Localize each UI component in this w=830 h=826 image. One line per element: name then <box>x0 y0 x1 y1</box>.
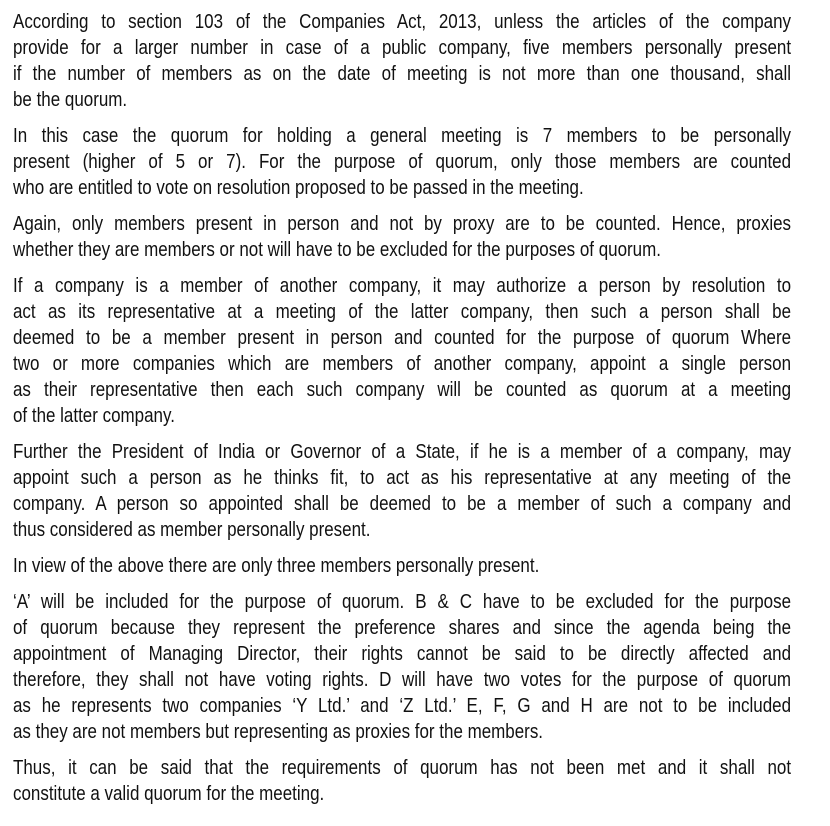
paragraph-proxies <box>13 211 791 263</box>
text-line: Thus, it can be said that the requirements of quorum has not been met and it shall not <box>13 756 792 779</box>
text-line: act as its representative at a meeting of the latter company, then such a person shall be <box>13 300 792 323</box>
text-line: thus considered as member personally present. <box>13 518 371 541</box>
text-line: present (higher of 5 or 7). For the purpose of quorum, only those members are counted <box>13 150 792 173</box>
text-line: therefore, they shall not have voting rights. D will have two votes for the purpose of quorum <box>13 668 792 691</box>
text-line: provide for a larger number in case of a public company, five members personally present <box>13 36 792 59</box>
text-line: of quorum because they represent the preference shares and since the agenda being the <box>13 616 792 639</box>
text-line: According to section 103 of the Companies Act, 2013, unless the articles of the company <box>13 10 792 33</box>
text-line: Again, only members present in person and not by proxy are to be counted. Hence, proxies <box>13 212 792 235</box>
paragraph-president-governor <box>13 439 791 543</box>
text-line: In view of the above there are only three members personally present. <box>13 554 540 577</box>
paragraph-section-103 <box>13 9 791 113</box>
text-line: Further the President of India or Governor of a State, if he is a member of a company, may <box>13 440 792 463</box>
text-line: If a company is a member of another company, it may authorize a person by resolution to <box>13 274 792 297</box>
text-line: appoint such a person as he thinks fit, to act as his representative at any meeting of the <box>13 466 792 489</box>
text-line: as he represents two companies ‘Y Ltd.’ and ‘Z Ltd.’ E, F, G and H are not to be included <box>13 694 792 717</box>
text-line: if the number of members as on the date of meeting is not more than one thousand, shall <box>13 62 792 85</box>
text-line: of the latter company. <box>13 404 175 427</box>
text-line: company. A person so appointed shall be deemed to be a member of such a company and <box>13 492 792 515</box>
text-line: two or more companies which are members of another company, appoint a single person <box>13 352 792 375</box>
text-line: constitute a valid quorum for the meeting. <box>13 782 325 805</box>
text-line: whether they are members or not will have to be excluded for the purposes of quorum. <box>13 238 661 261</box>
text-line: as their representative then each such company will be counted as quorum at a meeting <box>13 378 792 401</box>
text-line: be the quorum. <box>13 88 128 111</box>
document-body <box>13 9 791 817</box>
text-line: as they are not members but representing as proxies for the members. <box>13 720 544 743</box>
text-line: who are entitled to vote on resolution proposed to be passed in the meeting. <box>13 176 584 199</box>
text-line: ‘A’ will be included for the purpose of quorum. B & C have to be excluded for the purpose <box>13 590 792 613</box>
text-line: In this case the quorum for holding a general meeting is 7 members to be personally <box>13 124 792 147</box>
text-line: appointment of Managing Director, their rights cannot be said to be directly affected and <box>13 642 792 665</box>
text-line: deemed to be a member present in person and counted for the purpose of quorum Where <box>13 326 792 349</box>
paragraph-quorum-case <box>13 123 791 201</box>
paragraph-company-representative <box>13 273 791 429</box>
paragraph-member-analysis <box>13 589 791 745</box>
paragraph-conclusion <box>13 755 791 807</box>
paragraph-three-members <box>13 553 791 579</box>
